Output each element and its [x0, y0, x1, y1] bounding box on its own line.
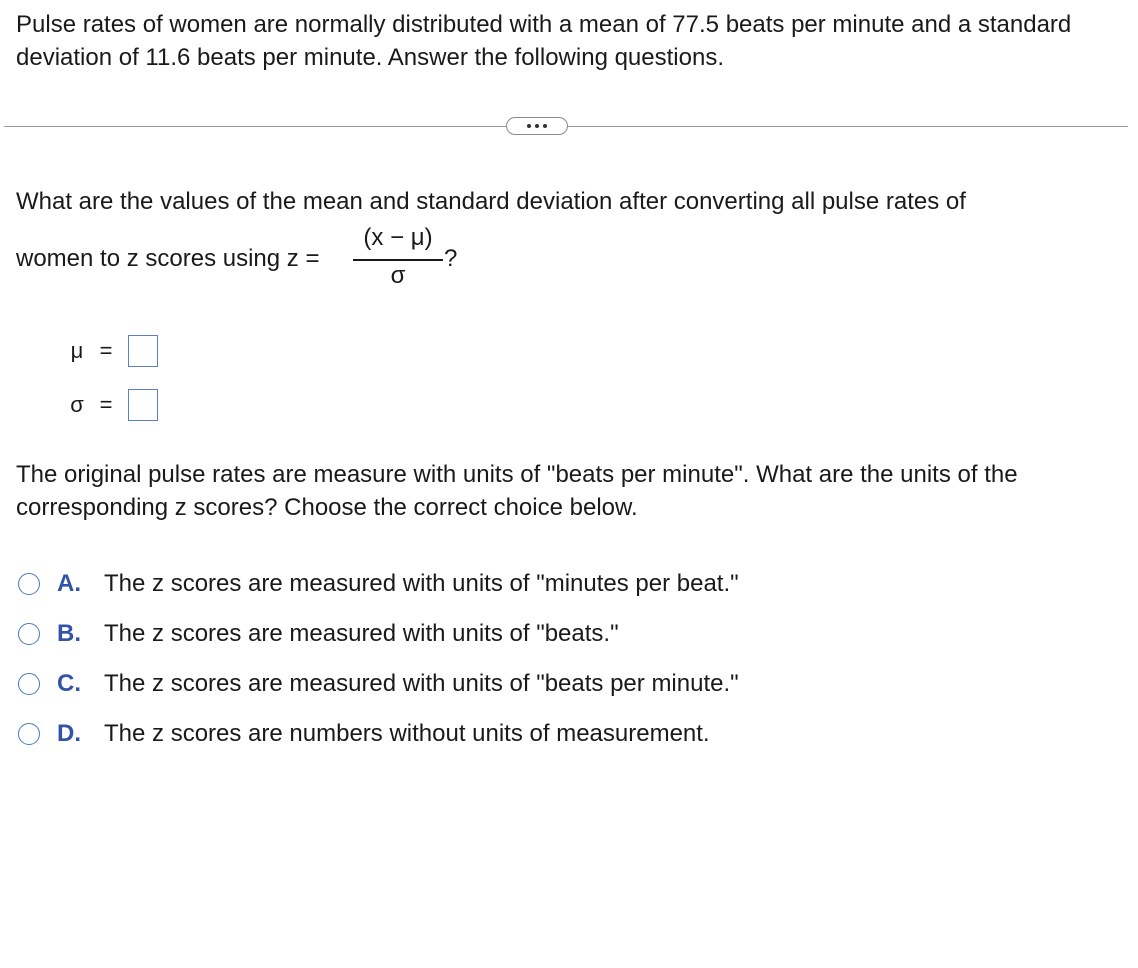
problem-intro: Pulse rates of women are normally distributed with a mean of 77.5 beats per minute and a standard deviation of 11.6 beats per minute. Answer the following questions. — [16, 11, 1072, 71]
fraction-denominator: σ — [390, 262, 406, 289]
choice-text: The z scores are measured with units of "beats per minute." — [104, 670, 739, 697]
show-more-button[interactable] — [506, 117, 568, 135]
sd-answer-row — [66, 388, 158, 422]
question-2-text: The original pulse rates are measure with units of "beats per minute". What are the units of the corresponding z scores? Choose the correct choice below. — [16, 461, 1018, 521]
choice-text: The z scores are numbers without units of measurement. — [104, 720, 710, 747]
choice-letter: C. — [57, 670, 81, 697]
equals-sign: = — [99, 392, 113, 417]
fraction-numerator: (x − μ) — [363, 224, 433, 251]
ellipsis-icon — [527, 124, 531, 128]
choice-b[interactable] — [18, 616, 619, 652]
mean-answer-input[interactable] — [128, 335, 158, 367]
z-formula-fraction — [353, 224, 443, 294]
choice-letter: D. — [57, 720, 81, 747]
fraction-bar — [353, 259, 443, 261]
z-formula-lead: women to z scores using z = — [16, 245, 320, 272]
sd-answer-input[interactable] — [128, 389, 158, 421]
choice-text: The z scores are measured with units of "minutes per beat." — [104, 570, 739, 597]
choice-c[interactable] — [18, 666, 739, 702]
mu-symbol: μ — [70, 338, 84, 363]
choice-text: The z scores are measured with units of "beats." — [104, 620, 619, 647]
choice-a[interactable] — [18, 566, 739, 602]
equals-sign: = — [99, 338, 113, 363]
choice-letter: B. — [57, 620, 81, 647]
question-1-text: What are the values of the mean and standard deviation after converting all pulse rates of — [16, 188, 966, 215]
sigma-symbol: σ — [70, 392, 84, 417]
radio-button-c[interactable] — [18, 673, 40, 695]
question-mark: ? — [444, 245, 458, 272]
radio-button-b[interactable] — [18, 623, 40, 645]
radio-button-d[interactable] — [18, 723, 40, 745]
mean-answer-row — [66, 334, 158, 368]
choice-d[interactable] — [18, 716, 710, 752]
choice-letter: A. — [57, 570, 81, 597]
radio-button-a[interactable] — [18, 573, 40, 595]
